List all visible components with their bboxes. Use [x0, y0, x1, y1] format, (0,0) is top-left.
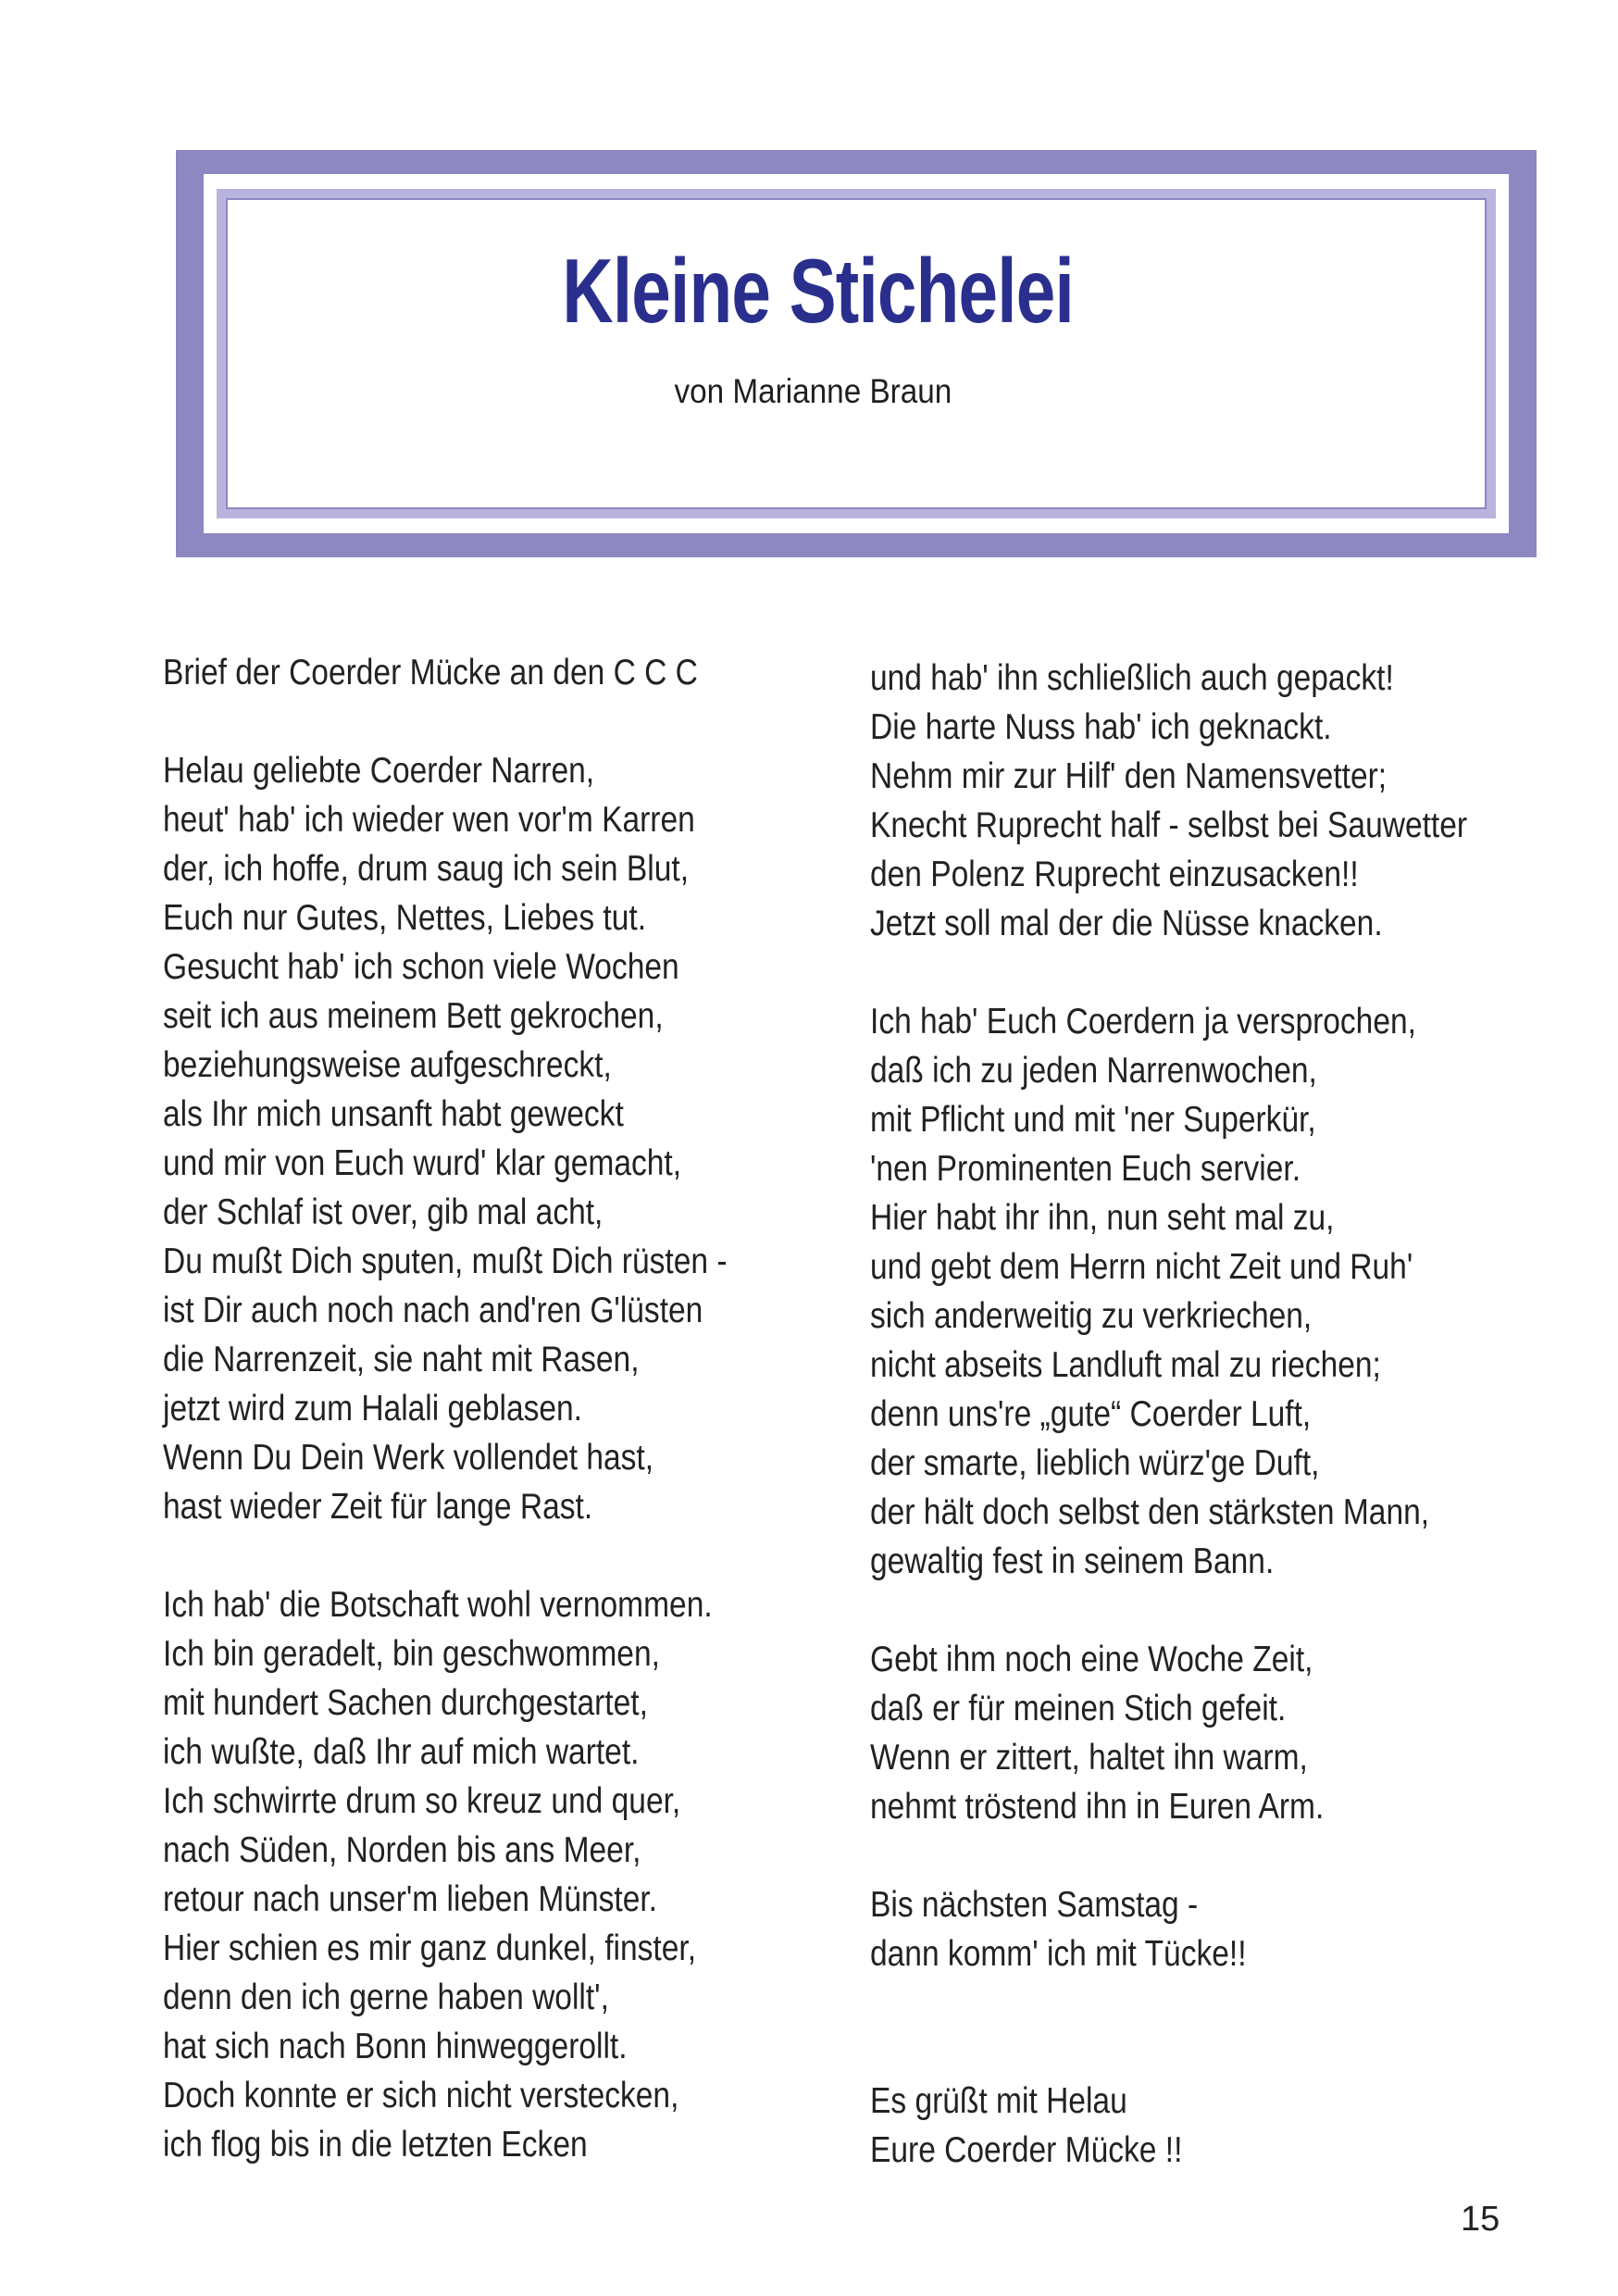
poem-line: Ich bin geradelt, bin geschwommen,	[163, 1634, 660, 1674]
poem-line: heut' hab' ich wieder wen vor'm Karren	[163, 800, 695, 840]
poem-line: Gesucht hab' ich schon viele Wochen	[163, 947, 679, 987]
stanza-gap	[163, 697, 811, 746]
poem-line: Helau geliebte Coerder Narren,	[163, 751, 595, 791]
poem-line: jetzt wird zum Halali geblasen.	[163, 1389, 582, 1429]
poem-line: der Schlaf ist over, gib mal acht,	[163, 1192, 604, 1232]
poem-line: Du mußt Dich sputen, mußt Dich rüsten -	[163, 1242, 728, 1281]
poem-line: Eure Coerder Mücke !!	[870, 2130, 1183, 2170]
poem-line: Hier habt ihr ihn, nun seht mal zu,	[870, 1198, 1335, 1238]
poem-line: sich anderweitig zu verkriechen,	[870, 1296, 1313, 1336]
poem-line: Nehm mir zur Hilf' den Namensvetter;	[870, 756, 1388, 796]
poem-line: und mir von Euch wurd' klar gemacht,	[163, 1143, 682, 1183]
poem-line: beziehungsweise aufgeschreckt,	[163, 1045, 612, 1085]
poem-line: und gebt dem Herrn nicht Zeit und Ruh'	[870, 1247, 1413, 1287]
poem-line: Ich hab' die Botschaft wohl vernommen.	[163, 1585, 713, 1625]
poem-line: Ich hab' Euch Coerdern ja versprochen,	[870, 1002, 1416, 1042]
poem-line: gewaltig fest in seinem Bann.	[870, 1541, 1275, 1581]
poem-line: retour nach unser'm lieben Münster.	[163, 1879, 658, 1919]
poem-line: hat sich nach Bonn hinweggerollt.	[163, 2027, 628, 2066]
poem-line: Wenn er zittert, haltet ihn warm,	[870, 1738, 1308, 1778]
poem-line: ich wußte, daß Ihr auf mich wartet.	[163, 1732, 640, 1772]
poem-line: nehmt tröstend ihn in Euren Arm.	[870, 1787, 1325, 1827]
poem-line: Knecht Ruprecht half - selbst bei Sauwetter	[870, 805, 1468, 845]
poem-line: mit Pflicht und mit 'ner Superkür,	[870, 1100, 1316, 1140]
poem-line: Brief der Coerder Mücke an den C C C	[163, 653, 698, 693]
poem-line: der hält doch selbst den stärksten Mann,	[870, 1492, 1430, 1532]
stanza-gap	[870, 1978, 1518, 2028]
poem-line: nach Süden, Norden bis ans Meer,	[163, 1830, 641, 1870]
poem-line: der, ich hoffe, drum saug ich sein Blut,	[163, 849, 690, 889]
poem-line: denn den ich gerne haben wollt',	[163, 1978, 609, 2017]
poem-line: und hab' ihn schließlich auch gepackt!	[870, 658, 1394, 698]
poem-line: Ich schwirrte drum so kreuz und quer,	[163, 1781, 681, 1821]
left-column	[163, 648, 811, 2169]
poem-line: Es grüßt mit Helau	[870, 2081, 1127, 2121]
poem-line: denn uns're „gute“ Coerder Luft,	[870, 1394, 1312, 1434]
poem-line: 'nen Prominenten Euch servier.	[870, 1149, 1301, 1189]
poem-line: Euch nur Gutes, Nettes, Liebes tut.	[163, 898, 647, 938]
poem-line: nicht abseits Landluft mal zu riechen;	[870, 1345, 1381, 1385]
stanza-gap	[163, 1531, 811, 1580]
poem-line: den Polenz Ruprecht einzusacken!!	[870, 855, 1359, 894]
poem-line: hast wieder Zeit für lange Rast.	[163, 1487, 593, 1527]
stanza-gap	[870, 1831, 1518, 1880]
poem-line: mit hundert Sachen durchgestartet,	[163, 1683, 648, 1723]
poem-line: Doch konnte er sich nicht verstecken,	[163, 2076, 679, 2115]
stanza-gap	[870, 948, 1518, 997]
stanza-gap	[870, 1586, 1518, 1635]
poem-line: die Narrenzeit, sie naht mit Rasen,	[163, 1340, 640, 1379]
poem-line: Wenn Du Dein Werk vollendet hast,	[163, 1438, 654, 1478]
poem-line: Die harte Nuss hab' ich geknackt.	[870, 707, 1332, 747]
poem-line: als Ihr mich unsanft habt geweckt	[163, 1094, 624, 1134]
poem-line: daß er für meinen Stich gefeit.	[870, 1689, 1287, 1728]
poem-line: seit ich aus meinem Bett gekrochen,	[163, 996, 664, 1036]
poem-line: dann komm' ich mit Tücke!!	[870, 1934, 1247, 1974]
poem-line: daß ich zu jeden Narrenwochen,	[870, 1051, 1317, 1091]
right-column	[870, 654, 1518, 2175]
title-frame-band	[217, 189, 1496, 518]
poem-line: Jetzt soll mal der die Nüsse knacken.	[870, 904, 1383, 943]
poem-line: ist Dir auch noch nach and'ren G'lüsten	[163, 1291, 703, 1330]
author-line: von Marianne Braun	[674, 372, 952, 410]
page-title: Kleine Stichelei	[562, 240, 1074, 342]
stanza-gap	[870, 2028, 1518, 2077]
page-number: 15	[1461, 2200, 1500, 2239]
title-frame-gap	[204, 174, 1509, 533]
poem-line: Bis nächsten Samstag -	[870, 1885, 1199, 1925]
poem-line: Hier schien es mir ganz dunkel, finster,	[163, 1928, 697, 1968]
poem-line: Gebt ihm noch eine Woche Zeit,	[870, 1640, 1313, 1679]
title-frame	[176, 150, 1537, 557]
poem-line: ich flog bis in die letzten Ecken	[163, 2125, 588, 2165]
poem-line: der smarte, lieblich würz'ge Duft,	[870, 1443, 1320, 1483]
